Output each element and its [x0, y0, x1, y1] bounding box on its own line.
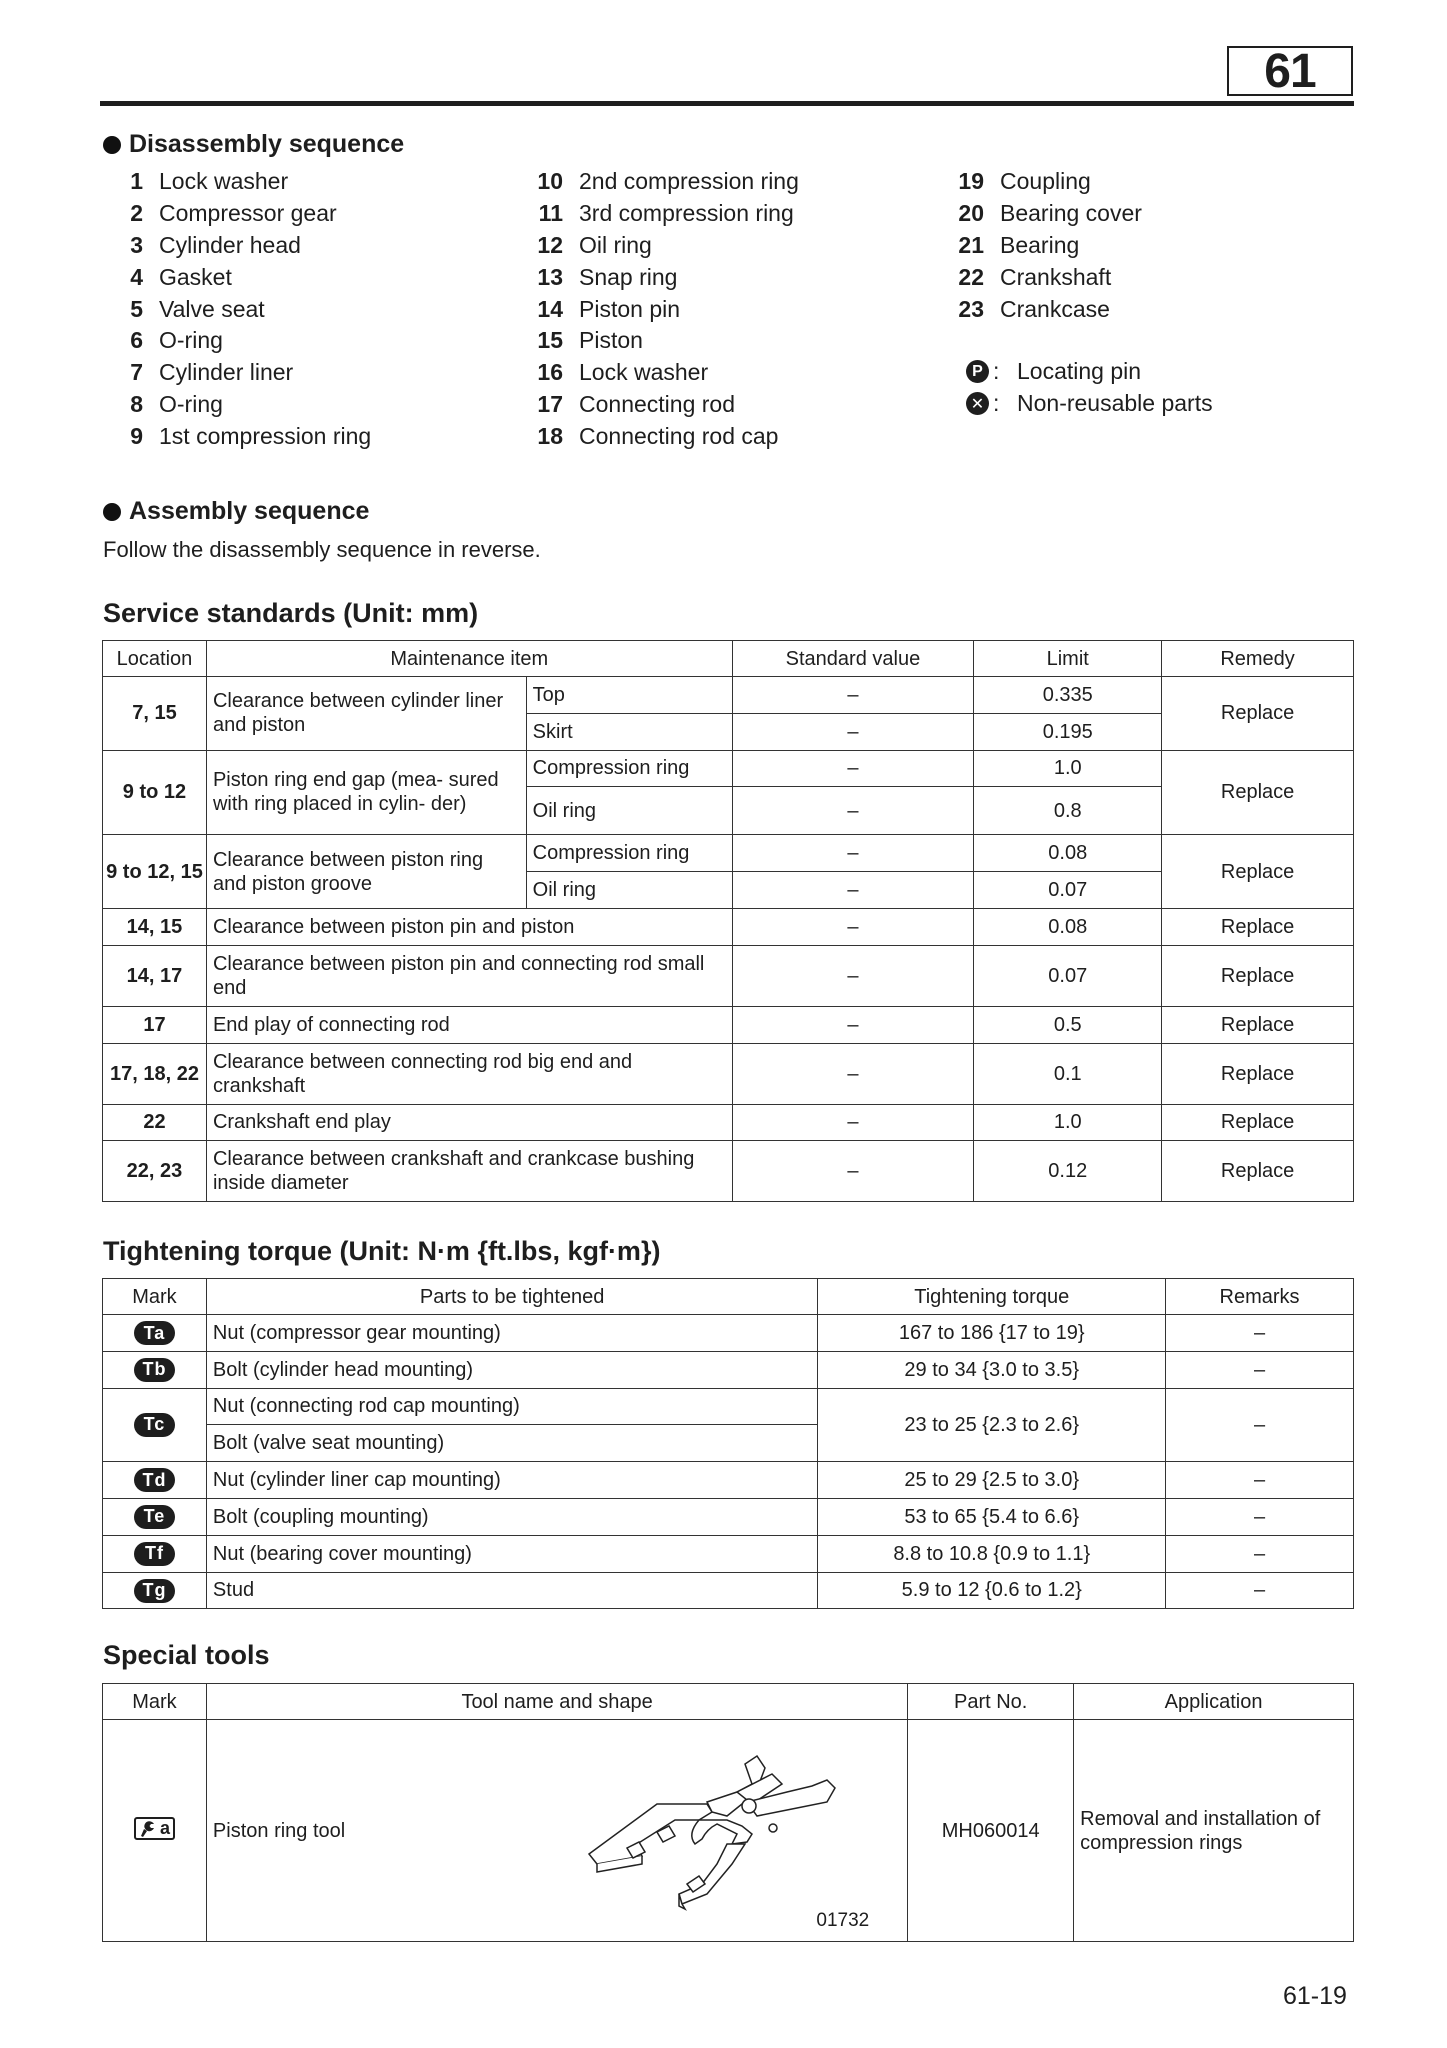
disassembly-heading: Disassembly sequence	[103, 130, 404, 159]
table-row: 14, 17 Clearance between piston pin and connecting rod small end – 0.07 Replace	[103, 945, 1354, 1006]
section-number-box	[1227, 46, 1353, 96]
table-row: Skirt – 0.195	[103, 713, 1354, 750]
list-item: 11 3rd compression ring	[538, 200, 794, 227]
list-item: 7 Cylinder liner	[130, 359, 294, 386]
tightening-torque-title: Tightening torque (Unit: N·m {ft.lbs, kgf·m})	[103, 1236, 661, 1266]
page-number: 61-19	[1283, 1982, 1347, 2010]
list-item: 3 Cylinder head	[130, 231, 301, 258]
table-row: Tc Nut (connecting rod cap mounting) 23 to 25 {2.3 to 2.6} –	[103, 1388, 1354, 1425]
table-row: 9 to 12 Piston ring end gap (mea- sured with ring placed in cylin- der) Compression ring – 1.0 Replace	[103, 750, 1354, 787]
assembly-note: Follow the disassembly sequence in reverse.	[103, 537, 541, 562]
list-item: 10 2nd compression ring	[537, 168, 799, 195]
symbol-legend	[966, 356, 1213, 420]
service-standards-title: Service standards (Unit: mm)	[103, 598, 479, 628]
part-number: MH060014	[908, 1720, 1074, 1942]
list-item: 19 Coupling	[958, 168, 1091, 195]
table-row: Oil ring – 0.8	[103, 787, 1354, 835]
special-tools-table	[102, 1683, 1354, 1942]
table-row: Oil ring – 0.07	[103, 872, 1354, 909]
locating-pin-icon: P	[966, 360, 989, 383]
table-header-row: Mark Tool name and shape Part No. Application	[103, 1684, 1354, 1720]
list-item: 17 Connecting rod	[537, 390, 735, 417]
disassembly-column-1	[105, 166, 371, 452]
list-item: 1 Lock washer	[130, 168, 289, 195]
table-row: Bolt (valve seat mounting)	[103, 1425, 1354, 1462]
table-row: Td Nut (cylinder liner cap mounting) 25 to 29 {2.5 to 3.0} –	[103, 1462, 1354, 1499]
table-row: Ta Nut (compressor gear mounting) 167 to 186 {17 to 19} –	[103, 1315, 1354, 1352]
assembly-heading: Assembly sequence	[103, 497, 369, 526]
list-item: 12 Oil ring	[537, 231, 652, 258]
non-reusable-icon: ✕	[966, 392, 989, 415]
list-item: 13 Snap ring	[537, 263, 678, 290]
torque-mark-icon: Td	[134, 1468, 175, 1492]
torque-mark-icon: Te	[134, 1505, 175, 1529]
list-item: 6 O-ring	[130, 327, 223, 354]
list-item: 18 Connecting rod cap	[537, 422, 779, 449]
table-row: 22 Crankshaft end play – 1.0 Replace	[103, 1104, 1354, 1141]
special-tools-title: Special tools	[103, 1640, 270, 1670]
table-row: 7, 15 Clearance between cylinder liner and piston Top – 0.335 Replace	[103, 677, 1354, 714]
piston-ring-tool-figure	[587, 1744, 867, 1914]
list-item: 14 Piston pin	[537, 295, 681, 322]
table-row: Tg Stud 5.9 to 12 {0.6 to 1.2} –	[103, 1572, 1354, 1609]
torque-mark-icon: Tg	[134, 1579, 175, 1603]
list-item: 8 O-ring	[130, 390, 223, 417]
tightening-torque-table	[102, 1278, 1354, 1609]
table-header-row: Mark Parts to be tightened Tightening torque Remarks	[103, 1279, 1354, 1315]
table-row	[103, 1720, 1354, 1942]
legend-item: ✕ : Non-reusable parts	[966, 388, 1213, 420]
list-item: 15 Piston	[537, 327, 643, 354]
torque-mark-icon: Tb	[134, 1358, 175, 1382]
torque-mark-icon: Ta	[134, 1321, 175, 1345]
table-row: 17 End play of connecting rod – 0.5 Replace	[103, 1006, 1354, 1043]
torque-mark-icon: Tf	[134, 1542, 175, 1566]
table-row: Tf Nut (bearing cover mounting) 8.8 to 10.8 {0.9 to 1.1} –	[103, 1535, 1354, 1572]
section-number: 61	[1264, 44, 1316, 98]
list-item: 2 Compressor gear	[130, 200, 337, 227]
table-row: Te Bolt (coupling mounting) 53 to 65 {5.4 to 6.6} –	[103, 1498, 1354, 1535]
legend-item: P : Locating pin	[966, 356, 1213, 388]
service-standards-table	[102, 640, 1354, 1202]
list-item: 23 Crankcase	[958, 295, 1110, 322]
list-item: 9 1st compression ring	[130, 422, 372, 449]
disassembly-column-2	[525, 166, 799, 452]
tool-application: Removal and installation of compression rings	[1074, 1720, 1354, 1942]
list-item: 22 Crankshaft	[958, 263, 1112, 290]
list-item: 5 Valve seat	[130, 295, 265, 322]
figure-code: 01732	[816, 1910, 870, 1932]
header-rule	[100, 101, 1354, 106]
table-row: 9 to 12, 15 Clearance between piston ring and piston groove Compression ring – 0.08 Replace	[103, 835, 1354, 872]
special-tool-mark: a	[134, 1817, 175, 1840]
list-item: 4 Gasket	[130, 263, 232, 290]
list-item: 21 Bearing	[958, 231, 1080, 258]
disassembly-column-3	[946, 166, 1142, 325]
bullet-icon	[103, 136, 121, 154]
table-row: 17, 18, 22 Clearance between connecting rod big end and crankshaft – 0.1 Replace	[103, 1043, 1354, 1104]
table-row: Tb Bolt (cylinder head mounting) 29 to 34 {3.0 to 3.5} –	[103, 1351, 1354, 1388]
table-row: 14, 15 Clearance between piston pin and piston – 0.08 Replace	[103, 908, 1354, 945]
wrench-icon	[139, 1820, 157, 1838]
table-header-row: Location Maintenance item Standard value Limit Remedy	[103, 641, 1354, 677]
bullet-icon	[103, 503, 121, 521]
list-item: 20 Bearing cover	[958, 200, 1142, 227]
list-item: 16 Lock washer	[537, 359, 709, 386]
torque-mark-icon: Tc	[134, 1413, 175, 1437]
table-row: 22, 23 Clearance between crankshaft and crankcase bushing inside diameter – 0.12 Replace	[103, 1141, 1354, 1202]
tool-name: Piston ring tool	[212, 1819, 346, 1842]
